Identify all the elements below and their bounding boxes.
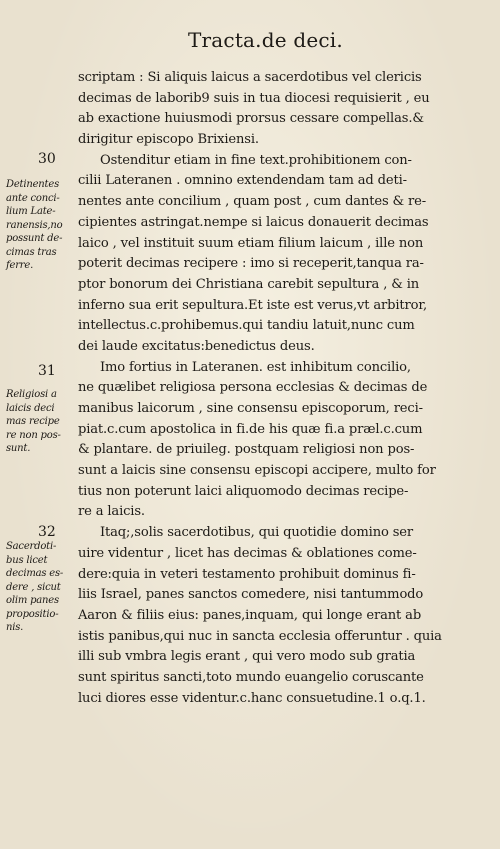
text-line: dere:quia in veteri testamento prohibuit dominus fi- (78, 566, 416, 582)
text-line: scriptam : Si aliquis laicus a sacerdotibus vel clericis (78, 70, 422, 85)
text-line: ab exactione huiusmodi prorsus cessare compellas.& (78, 111, 424, 127)
section-number: 30 (38, 151, 56, 167)
margin-note-line: possunt de- (6, 233, 63, 244)
margin-note-line: ferre. (6, 260, 34, 271)
margin-note-line: ante conci- (6, 192, 60, 204)
margin-note-line: Religiosi a (6, 389, 57, 400)
text-line: piat.c.cum apostolica in fi.de his quæ fi.a præl.c.cum (78, 421, 423, 437)
text-line: dei laude excitatus:benedictus deus. (78, 338, 315, 354)
text-line: Ostenditur etiam in fine text.prohibitionem con- (100, 152, 412, 168)
text-line: decimas de laborib9 suis in tua diocesi requisierit , eu (78, 90, 430, 106)
text-line: uire videntur , licet has decimas & oblationes come- (78, 545, 417, 561)
margin-note-line: cimas tras (6, 246, 57, 258)
text-line: & plantare. de priuileg. postquam religiosi non pos- (78, 442, 415, 458)
text-line: sunt spiritus sancti,toto mundo euangelio coruscante (78, 669, 424, 685)
running-head: Tracta.de deci. (188, 28, 343, 52)
paragraph (78, 523, 492, 709)
text-line: luci diores esse videntur.c.hanc consuetudine.1 o.q.1. (78, 690, 426, 706)
text-line: Imo fortius in Lateranen. est inhibitum concilio, (100, 359, 411, 375)
text-line: re a laicis. (78, 504, 145, 520)
margin-note-line: Detinentes (6, 179, 60, 190)
text-line: ptor bonorum dei Christiana carebit sepultura , & in (78, 276, 420, 292)
text-line: cipientes astringat.nempe si laicus donauerit decimas (78, 214, 429, 230)
margin-note-line: propositio- (6, 608, 59, 620)
main-text-column (78, 68, 492, 709)
margin-note-line: Sacerdoti- (6, 541, 57, 552)
margin-note (6, 540, 78, 635)
text-line: sunt a laicis sine consensu episcopi accipere, multo for (78, 463, 436, 479)
text-line: cilii Lateranen . omnino extendendam tam ad deti- (78, 173, 407, 189)
text-line: ne quælibet religiosa persona ecclesias & decimas de (78, 380, 428, 396)
margin-note-line: laicis deci (6, 402, 55, 414)
text-line: illi sub vmbra legis erant , qui vero modo sub gratia (78, 649, 416, 665)
margin-note-line: mas recipe (6, 416, 60, 427)
margin-note-line: dere , sicut (6, 581, 61, 593)
text-line: intellectus.c.prohibemus.qui tandiu latuit,nunc cum (78, 318, 415, 334)
text-line: istis panibus,qui nuc in sancta ecclesia offeruntur . quia (78, 628, 442, 644)
paragraph (78, 68, 492, 151)
text-line: Itaq;,solis sacerdotibus, qui quotidie domino ser (100, 525, 414, 541)
paragraph (78, 151, 492, 358)
margin-note-line: ranensis,no (6, 219, 63, 231)
text-line: dirigitur episcopo Brixiensi. (78, 132, 259, 148)
margin-note (6, 388, 78, 456)
margin-note-line: olim panes (6, 595, 59, 606)
text-line: poterit decimas recipere : imo si receperit,tanqua ra- (78, 256, 424, 272)
text-line: nentes ante concilium , quam post , cum dantes & re- (78, 194, 427, 210)
section-number: 31 (38, 363, 56, 379)
paragraph (78, 358, 492, 524)
text-line: liis Israel, panes sanctos comedere, nisi tantummodo (78, 587, 424, 603)
margin-note-line: sunt. (6, 443, 31, 454)
margin-note-line: decimas es- (6, 568, 64, 579)
text-line: tius non poterunt laici aliquomodo decimas recipe- (78, 483, 409, 499)
text-line: Aaron & filiis eius: panes,inquam, qui longe erant ab (78, 607, 422, 623)
text-line: laico , vel instituit suum etiam filium laicum , ille non (78, 235, 424, 251)
margin-note-line: nis. (6, 622, 24, 633)
text-line: inferno sua erit sepultura.Et iste est verus,vt arbitror, (78, 297, 428, 313)
text-line: manibus laicorum , sine consensu episcoporum, reci- (78, 401, 423, 416)
margin-note-line: re non pos- (6, 429, 61, 441)
section-number: 32 (38, 524, 56, 540)
margin-note-line: bus licet (6, 554, 48, 566)
margin-note-line: lium Late- (6, 206, 56, 217)
margin-note (6, 178, 78, 273)
